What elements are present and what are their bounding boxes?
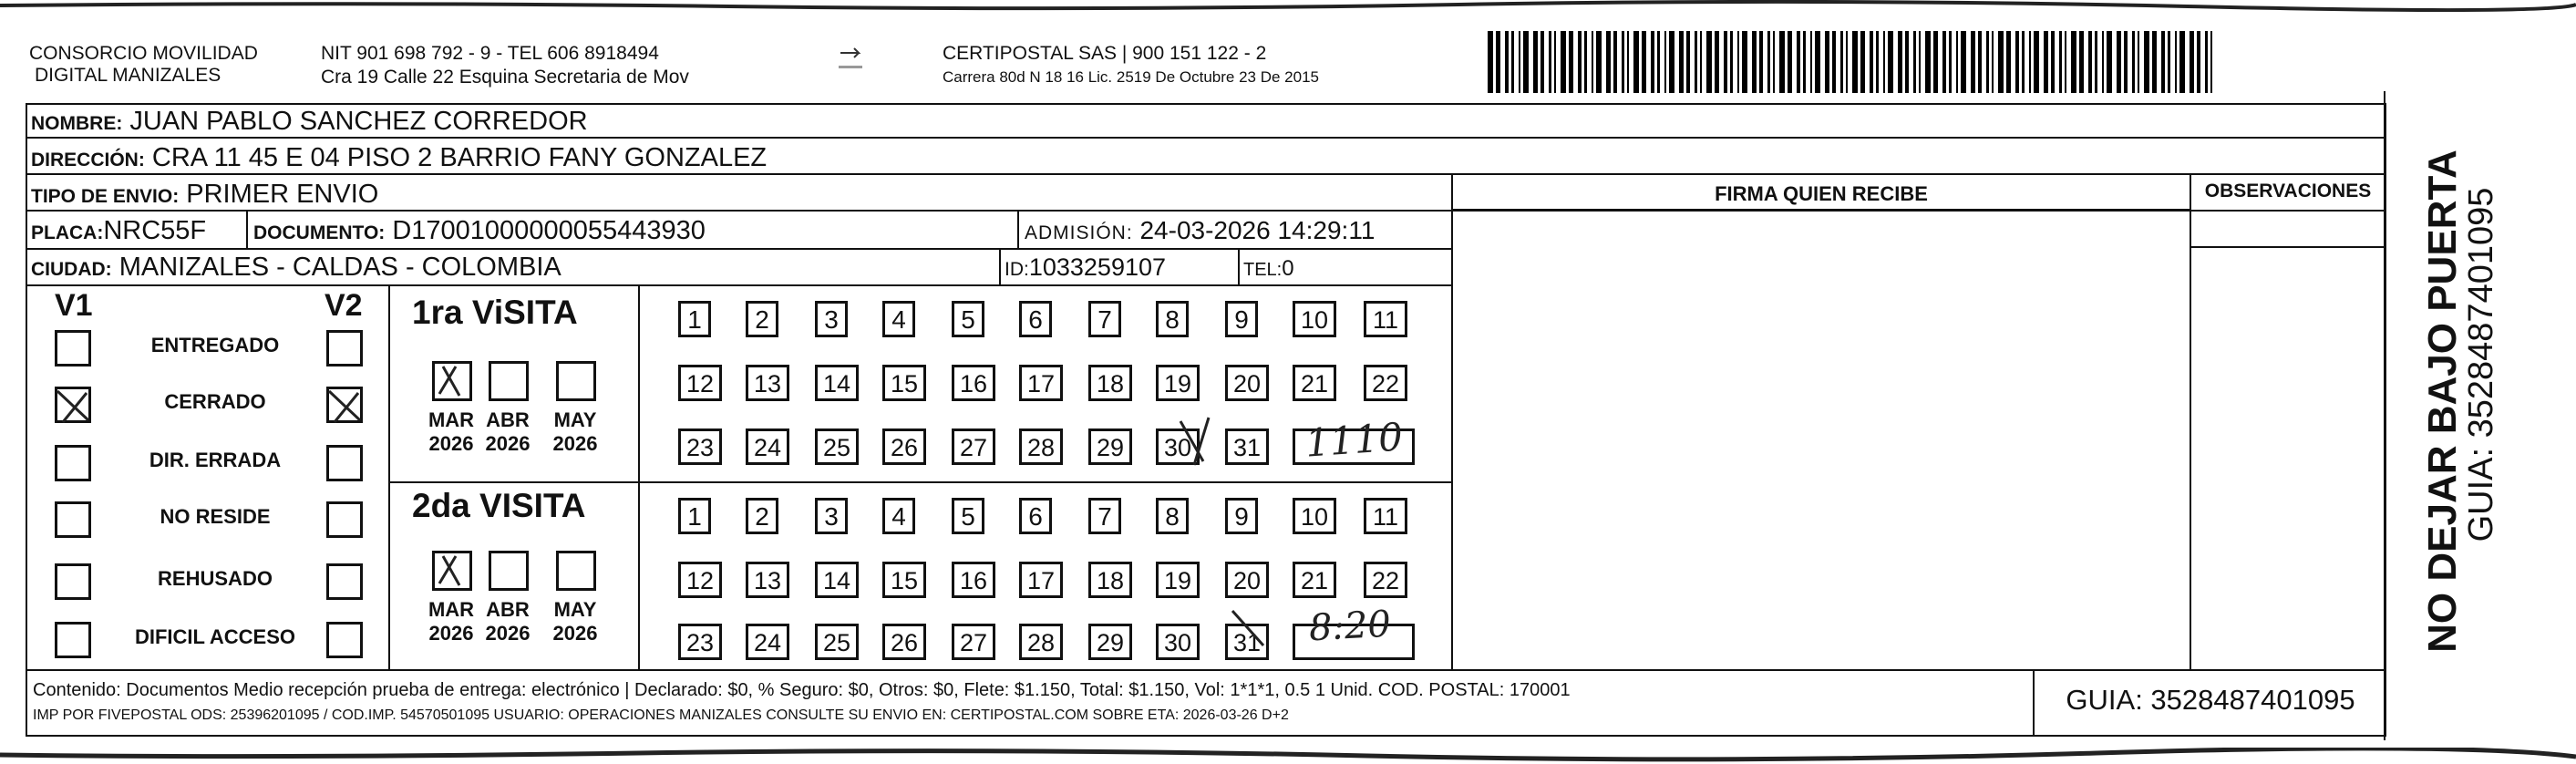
barcode-bar bbox=[1578, 31, 1582, 93]
tipo-envio-row: TIPO DE ENVIO: PRIMER ENVIO bbox=[31, 180, 379, 209]
barcode-bar bbox=[1715, 31, 1719, 93]
document-number: D17001000000055443930 bbox=[392, 216, 706, 245]
visit2-day-box[interactable]: 6 bbox=[1019, 498, 1052, 534]
recipient-name: JUAN PABLO SANCHEZ CORREDOR bbox=[129, 107, 588, 136]
visit2-day-box[interactable]: 22 bbox=[1364, 562, 1407, 598]
visit2-day-box[interactable]: 29 bbox=[1088, 624, 1132, 660]
shipment-type: PRIMER ENVIO bbox=[186, 180, 379, 209]
visit1-day-box[interactable]: 31 bbox=[1225, 428, 1269, 465]
barcode-bar bbox=[1569, 31, 1573, 93]
visit2-day-box[interactable]: 15 bbox=[882, 562, 926, 598]
nombre-row: NOMBRE: JUAN PABLO SANCHEZ CORREDOR bbox=[31, 107, 588, 136]
visit2-year-label: 2026 bbox=[552, 622, 598, 645]
visit2-day-box[interactable]: 17 bbox=[1019, 562, 1063, 598]
tel-row: TEL:0 bbox=[1243, 256, 1294, 281]
barcode-bar bbox=[1773, 31, 1775, 93]
barcode-bar bbox=[1870, 31, 1873, 93]
barcode-bar bbox=[1803, 31, 1806, 93]
barcode-bar bbox=[1810, 31, 1812, 93]
handwritten-time-visit1: 1110 bbox=[1303, 414, 1405, 466]
visit2-day-box[interactable]: 16 bbox=[952, 562, 995, 598]
postal-license-line: Carrera 80d N 18 16 Lic. 2519 De Octubre 23 De 2015 bbox=[943, 68, 1319, 86]
visit1-day-box[interactable]: 13 bbox=[746, 365, 789, 401]
handwritten-time-visit2: 8:20 bbox=[1307, 603, 1392, 650]
visit1-day-box[interactable]: 29 bbox=[1088, 428, 1132, 465]
barcode-bar bbox=[1759, 31, 1763, 93]
barcode-bar bbox=[1913, 31, 1916, 93]
visit2-day-box[interactable]: 5 bbox=[952, 498, 984, 534]
barcode-bar bbox=[2051, 31, 2055, 93]
admission-datetime: 24-03-2026 14:29:11 bbox=[1139, 216, 1376, 244]
visit2-month-label: MAR bbox=[428, 598, 475, 621]
v2-checkbox[interactable] bbox=[326, 622, 363, 658]
visit1-year-label: 2026 bbox=[428, 432, 474, 455]
barcode-bar bbox=[1686, 31, 1690, 93]
barcode-bar bbox=[1730, 31, 1733, 93]
barcode-bar bbox=[2197, 31, 2200, 93]
barcode-bar bbox=[1840, 31, 1843, 93]
status-option-label: REHUSADO bbox=[158, 567, 273, 590]
nit-line: NIT 901 698 792 - 9 - TEL 606 8918494 bbox=[321, 43, 659, 64]
barcode-bar bbox=[1737, 31, 1739, 93]
visit1-day-box[interactable]: 14 bbox=[815, 365, 859, 401]
barcode-bar bbox=[1724, 31, 1727, 93]
footer-print-line: IMP POR FIVEPOSTAL ODS: 25396201095 / COD.IMP. 54570501095 USUARIO: OPERACIONES MANIZALES CONSULTE SU ENVIO EN: CERTIPOSTAL.COM SOBRE ETA: 2026-03-26 D+2 bbox=[33, 707, 1289, 723]
barcode-bar bbox=[2079, 31, 2084, 93]
v2-checkbox[interactable] bbox=[326, 501, 363, 538]
firma-header: FIRMA QUIEN RECIBE bbox=[1715, 182, 1928, 205]
v2-label: V2 bbox=[325, 288, 363, 323]
barcode-bar bbox=[1876, 31, 1879, 93]
visit1-day-box[interactable]: 26 bbox=[882, 428, 926, 465]
visit1-day-box[interactable]: 23 bbox=[678, 428, 722, 465]
visit2-day-box[interactable]: 7 bbox=[1088, 498, 1121, 534]
barcode-bar bbox=[1633, 31, 1639, 93]
barcode-bar bbox=[1505, 31, 1509, 93]
visit1-day-box[interactable]: 22 bbox=[1364, 365, 1407, 401]
barcode-bar bbox=[1971, 31, 1975, 93]
visit1-day-box[interactable]: 24 bbox=[746, 428, 789, 465]
visit1-day-box[interactable]: 10 bbox=[1293, 301, 1336, 337]
status-option-label: CERRADO bbox=[164, 390, 266, 413]
visit1-month-checkbox[interactable] bbox=[489, 361, 529, 401]
signature-area[interactable] bbox=[1823, 301, 2188, 647]
visit1-day-box[interactable]: 25 bbox=[815, 428, 859, 465]
v2-checkbox[interactable] bbox=[326, 445, 363, 481]
v2-checkbox[interactable] bbox=[326, 387, 363, 423]
visit2-day-box[interactable]: 20 bbox=[1225, 562, 1269, 598]
barcode-bar bbox=[2144, 31, 2149, 93]
visit1-month-checkbox[interactable] bbox=[432, 361, 472, 401]
v1-checkbox[interactable] bbox=[55, 501, 91, 538]
visit1-day-box[interactable]: 30 bbox=[1156, 428, 1200, 465]
visit1-day-box[interactable]: 28 bbox=[1019, 428, 1063, 465]
visit2-day-box[interactable]: 1 bbox=[678, 498, 711, 534]
barcode-bar bbox=[2161, 31, 2165, 93]
visit2-day-box[interactable]: 27 bbox=[952, 624, 995, 660]
barcode-bar bbox=[1846, 31, 1848, 93]
side-guia-number: GUIA: 3528487401095 bbox=[2462, 187, 2500, 542]
visit1-day-box[interactable]: 6 bbox=[1019, 301, 1052, 337]
visit1-day-box[interactable]: 12 bbox=[678, 365, 722, 401]
v1-checkbox[interactable] bbox=[55, 622, 91, 658]
barcode-bar bbox=[1613, 31, 1617, 93]
visit2-day-box[interactable]: 26 bbox=[882, 624, 926, 660]
barcode-bar bbox=[1898, 31, 1902, 93]
barcode-bar bbox=[2175, 31, 2177, 93]
barcode-bar bbox=[1852, 31, 1858, 93]
guia-footer-box: GUIA: 3528487401095 bbox=[2066, 684, 2355, 716]
barcode-bar bbox=[1651, 31, 1654, 93]
barcode-bar bbox=[1925, 31, 1931, 93]
barcode-bar bbox=[1679, 31, 1684, 93]
status-option-label: ENTREGADO bbox=[150, 334, 280, 356]
observations-area[interactable] bbox=[2191, 248, 2385, 667]
barcode-bar bbox=[1779, 31, 1785, 93]
direccion-row: DIRECCIÓN: CRA 11 45 E 04 PISO 2 BARRIO FANY GONZALEZ bbox=[31, 143, 768, 172]
postal-company-line: CERTIPOSTAL SAS | 900 151 122 - 2 bbox=[943, 43, 1267, 64]
barcode-bar bbox=[1622, 31, 1624, 93]
barcode-bar bbox=[1832, 31, 1836, 93]
visit2-month-label: MAY bbox=[553, 598, 597, 621]
barcode-bar bbox=[2168, 31, 2170, 93]
recipient-id: 1033259107 bbox=[1028, 253, 1167, 281]
footer-content-line: Contenido: Documentos Medio recepción prueba de entrega: electrónico | Declarado: $0, % Seguro: $0, Otros: $0, Flete: $1.150, Total: $1.150, Vol: 1*1*1, 0.5 1 Unid. COD. POSTAL: 170001 bbox=[33, 680, 1571, 700]
barcode-bar bbox=[1942, 31, 1946, 93]
barcode-bar bbox=[1549, 31, 1551, 93]
barcode-bar bbox=[1788, 31, 1792, 93]
v1-label: V1 bbox=[55, 288, 93, 323]
visit2-day-box[interactable]: 24 bbox=[746, 624, 789, 660]
status-option-label: NO RESIDE bbox=[160, 505, 271, 528]
barcode-bar bbox=[1752, 31, 1757, 93]
visit2-month-checkbox[interactable] bbox=[432, 551, 472, 591]
recipient-phone: 0 bbox=[1282, 256, 1294, 281]
barcode-bar bbox=[2029, 31, 2031, 93]
visit1-day-box[interactable]: 11 bbox=[1364, 301, 1407, 337]
visit2-month-checkbox[interactable] bbox=[556, 551, 596, 591]
barcode-bar bbox=[1496, 31, 1500, 93]
visit2-day-box[interactable]: 4 bbox=[882, 498, 915, 534]
barcode-bar bbox=[2022, 31, 2025, 93]
barcode-bar bbox=[1742, 31, 1747, 93]
recipient-city: MANIZALES - CALDAS - COLOMBIA bbox=[118, 253, 562, 282]
visit2-month-label: ABR bbox=[486, 598, 530, 621]
visit1-day-box[interactable]: 15 bbox=[882, 365, 926, 401]
barcode-bar bbox=[2065, 31, 2066, 93]
barcode-bar bbox=[1606, 31, 1611, 93]
visit1-day-box[interactable]: 8 bbox=[1156, 301, 1189, 337]
barcode-bar bbox=[2006, 31, 2011, 93]
visit2-day-box[interactable]: 11 bbox=[1364, 498, 1407, 534]
barcode-bar bbox=[1888, 31, 1893, 93]
barcode-bar bbox=[1642, 31, 1646, 93]
barcode-bar bbox=[1992, 31, 1994, 93]
observaciones-header: OBSERVACIONES bbox=[2204, 181, 2372, 201]
barcode-bar bbox=[1592, 31, 1593, 93]
visit2-day-box[interactable]: 10 bbox=[1293, 498, 1336, 534]
barcode-bar bbox=[1664, 31, 1666, 93]
barcode-bar bbox=[2124, 31, 2128, 93]
barcode-bar bbox=[2044, 31, 2048, 93]
barcode-bar bbox=[1695, 31, 1697, 93]
barcode-bar bbox=[2095, 31, 2097, 93]
barcode-bar bbox=[1883, 31, 1885, 93]
company-name-line1: CONSORCIO MOVILIDAD bbox=[29, 43, 258, 64]
visit1-day-box[interactable]: 20 bbox=[1225, 365, 1269, 401]
barcode-bar bbox=[1919, 31, 1921, 93]
visit1-day-box[interactable]: 9 bbox=[1225, 301, 1258, 337]
second-visit-title: 2da VISITA bbox=[412, 487, 586, 524]
barcode-bar bbox=[2117, 31, 2121, 93]
barcode-bar bbox=[2205, 31, 2208, 93]
v1-checkbox[interactable] bbox=[55, 330, 91, 367]
barcode-bar bbox=[1700, 31, 1702, 93]
plate-number: NRC55F bbox=[103, 216, 207, 245]
barcode-bar bbox=[1523, 31, 1529, 93]
visit1-year-label: 2026 bbox=[485, 432, 531, 455]
courier-logo-icon bbox=[837, 44, 864, 75]
visit2-day-box[interactable]: 28 bbox=[1019, 624, 1063, 660]
barcode-bar bbox=[1533, 31, 1538, 93]
barcode-bar bbox=[1949, 31, 1952, 93]
visit2-day-box[interactable]: 14 bbox=[815, 562, 859, 598]
barcode-bar bbox=[1933, 31, 1938, 93]
visit1-day-box[interactable]: 19 bbox=[1156, 365, 1200, 401]
visit2-day-box[interactable]: 12 bbox=[678, 562, 722, 598]
company-name-line2: DIGITAL MANIZALES bbox=[35, 65, 222, 86]
barcode-bar bbox=[2138, 31, 2139, 93]
v2-checkbox[interactable] bbox=[326, 563, 363, 600]
barcode-bar bbox=[1998, 31, 2004, 93]
ciudad-row: CIUDAD: MANIZALES - CALDAS - COLOMBIA bbox=[31, 253, 562, 282]
barcode-bar bbox=[1554, 31, 1556, 93]
status-option-label: DIR. ERRADA bbox=[149, 449, 282, 471]
status-option-label: DIFICIL ACCESO bbox=[134, 625, 295, 648]
visit1-day-box[interactable]: 21 bbox=[1293, 365, 1336, 401]
barcode-bar bbox=[1488, 31, 1493, 93]
visit1-day-box[interactable]: 4 bbox=[882, 301, 915, 337]
visit2-year-label: 2026 bbox=[428, 622, 474, 645]
visit2-day-box[interactable]: 23 bbox=[678, 624, 722, 660]
id-row: ID:1033259107 bbox=[1005, 253, 1167, 281]
visit1-day-box[interactable]: 17 bbox=[1019, 365, 1063, 401]
barcode-bar bbox=[1978, 31, 1982, 93]
barcode-bar bbox=[1986, 31, 1989, 93]
visit2-year-label: 2026 bbox=[485, 622, 531, 645]
barcode-bar bbox=[2102, 31, 2104, 93]
barcode-bar bbox=[2059, 31, 2062, 93]
admision-row: ADMISIÓN: 24-03-2026 14:29:11 bbox=[1025, 216, 1376, 244]
visit2-day-box[interactable]: 31 bbox=[1225, 624, 1269, 660]
v1-checkbox[interactable] bbox=[55, 563, 91, 600]
recipient-address: CRA 11 45 E 04 PISO 2 BARRIO FANY GONZALEZ bbox=[151, 143, 768, 172]
barcode-bar bbox=[1767, 31, 1770, 93]
no-dejar-bajo-puerta-warning: NO DEJAR BAJO PUERTA bbox=[2420, 150, 2465, 653]
barcode-bar bbox=[2210, 31, 2212, 93]
v2-checkbox[interactable] bbox=[326, 330, 363, 367]
visit1-day-box[interactable]: 1 bbox=[678, 301, 711, 337]
barcode-bar bbox=[1584, 31, 1587, 93]
barcode-bar bbox=[1596, 31, 1602, 93]
barcode-bar bbox=[2107, 31, 2112, 93]
visit1-month-checkbox[interactable] bbox=[556, 361, 596, 401]
barcode-bar bbox=[1540, 31, 1544, 93]
visit1-day-box[interactable]: 3 bbox=[815, 301, 848, 337]
barcode-bar bbox=[1511, 31, 1514, 93]
barcode-bar bbox=[2015, 31, 2019, 93]
torn-edge-bottom bbox=[0, 748, 2576, 764]
visit2-day-box[interactable]: 21 bbox=[1293, 562, 1336, 598]
visit1-day-box[interactable]: 18 bbox=[1088, 365, 1132, 401]
placa-row: PLACA:NRC55F bbox=[31, 216, 207, 245]
barcode-bar bbox=[2179, 31, 2185, 93]
barcode-bar bbox=[1561, 31, 1566, 93]
barcode-bar bbox=[1825, 31, 1829, 93]
barcode-bar bbox=[1815, 31, 1820, 93]
visit1-day-box[interactable]: 5 bbox=[952, 301, 984, 337]
first-visit-title: 1ra ViSITA bbox=[412, 294, 578, 331]
barcode-bar bbox=[1860, 31, 1865, 93]
visit1-year-label: 2026 bbox=[552, 432, 598, 455]
visit1-month-label: MAY bbox=[553, 408, 597, 431]
handwritten-mark-day31 bbox=[1229, 605, 1269, 651]
v1-checkbox[interactable] bbox=[55, 387, 91, 423]
visit1-day-box[interactable]: 16 bbox=[952, 365, 995, 401]
visit1-day-box[interactable]: 2 bbox=[746, 301, 778, 337]
barcode-bar bbox=[1961, 31, 1966, 93]
barcode-bar bbox=[2132, 31, 2135, 93]
barcode-bar bbox=[1706, 31, 1712, 93]
barcode-bar bbox=[1669, 31, 1674, 93]
visit2-day-box[interactable]: 18 bbox=[1088, 562, 1132, 598]
torn-edge-top bbox=[0, 0, 2576, 13]
visit2-month-checkbox[interactable] bbox=[489, 551, 529, 591]
visit2-day-box[interactable]: 9 bbox=[1225, 498, 1258, 534]
company-address: Cra 19 Calle 22 Esquina Secretaria de Mov bbox=[321, 67, 689, 88]
documento-row: DOCUMENTO: D17001000000055443930 bbox=[253, 216, 706, 245]
v1-checkbox[interactable] bbox=[55, 445, 91, 481]
visit2-day-box[interactable]: 2 bbox=[746, 498, 778, 534]
barcode-bar bbox=[1627, 31, 1629, 93]
barcode-bar bbox=[2152, 31, 2157, 93]
visit1-month-label: MAR bbox=[428, 408, 475, 431]
visit2-day-box[interactable]: 30 bbox=[1156, 624, 1200, 660]
visit2-day-box[interactable]: 8 bbox=[1156, 498, 1189, 534]
visit1-month-label: ABR bbox=[486, 408, 530, 431]
visit2-day-box[interactable]: 3 bbox=[815, 498, 848, 534]
barcode-bar bbox=[2071, 31, 2076, 93]
visit2-day-box[interactable]: 19 bbox=[1156, 562, 1200, 598]
visit1-day-box[interactable]: 7 bbox=[1088, 301, 1121, 337]
barcode-bar bbox=[2190, 31, 2194, 93]
handwritten-mark-day30 bbox=[1176, 414, 1221, 469]
visit1-day-box[interactable]: 27 bbox=[952, 428, 995, 465]
barcode-bar bbox=[2088, 31, 2092, 93]
barcode bbox=[1488, 31, 2217, 93]
visit2-day-box[interactable]: 25 bbox=[815, 624, 859, 660]
barcode-bar bbox=[1956, 31, 1958, 93]
barcode-bar bbox=[1797, 31, 1800, 93]
barcode-bar bbox=[1519, 31, 1520, 93]
barcode-bar bbox=[2034, 31, 2039, 93]
barcode-bar bbox=[1905, 31, 1909, 93]
visit2-day-box[interactable]: 13 bbox=[746, 562, 789, 598]
barcode-bar bbox=[1657, 31, 1660, 93]
